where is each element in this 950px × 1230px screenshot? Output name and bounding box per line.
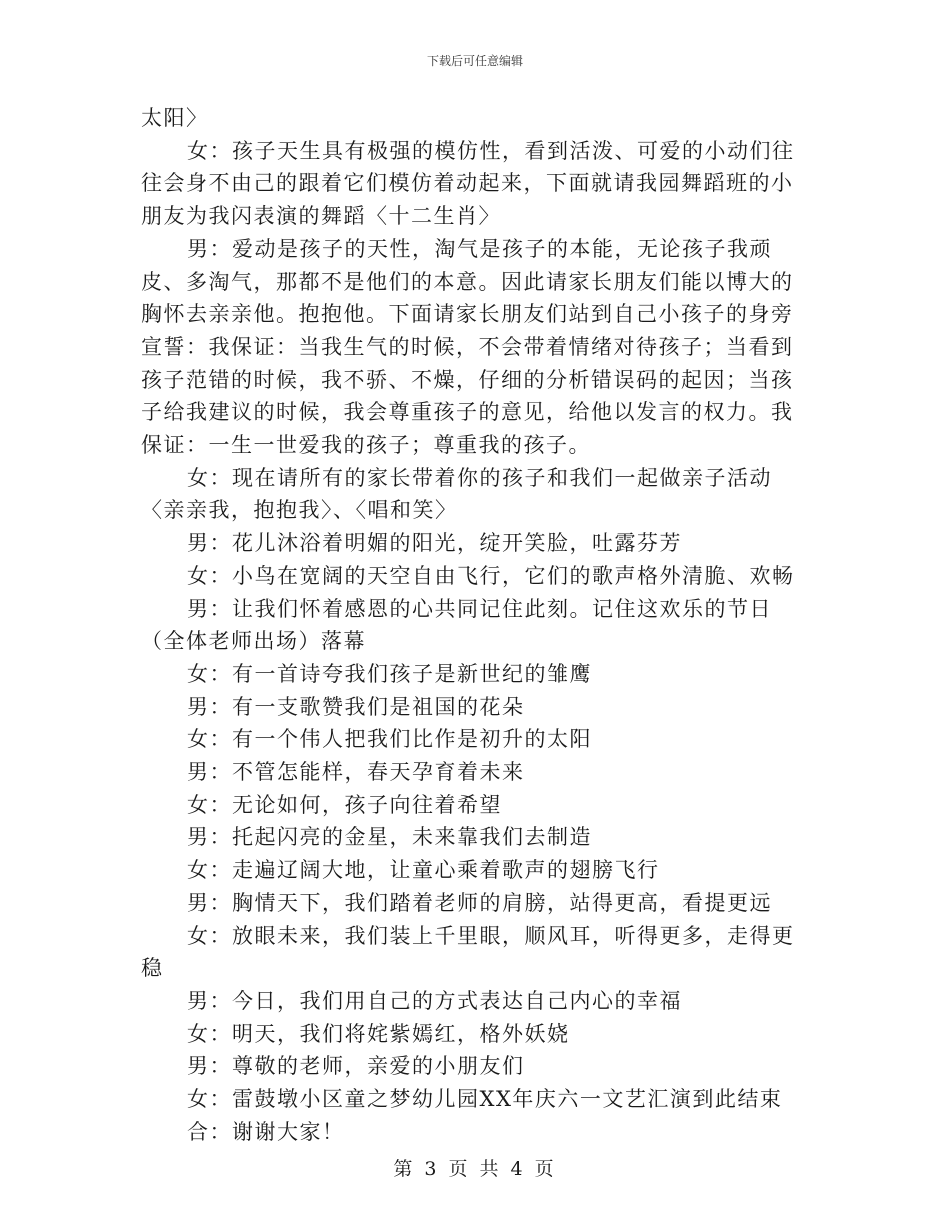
- paragraph: 男：胸情天下，我们踏着老师的肩膀，站得更高，看提更远: [187, 890, 772, 915]
- paragraph: 女：现在请所有的家长带着你的孩子和我们一起做亲子活动〈亲亲我，抱抱我〉、〈唱和笑〉: [141, 465, 772, 523]
- paragraph: 女：孩子天生具有极强的模仿性，看到活泼、可爱的小动们往往会身不由己的跟着它们模仿着动起来，下面就请我园舞蹈班的小朋友为我闪表演的舞蹈〈十二生肖〉: [141, 138, 795, 229]
- page-header: 下载后可任意编辑: [426, 54, 523, 68]
- paragraph: 太阳〉: [141, 106, 209, 130]
- document-body: [141, 102, 809, 1149]
- paragraph: 男：不管怎能样，春天孕育着未来: [187, 760, 525, 785]
- paragraph: 男：花儿沐浴着明媚的阳光，绽开笑脸，吐露芬芳: [187, 531, 682, 556]
- paragraph: 男：让我们怀着感恩的心共同记住此刻。记住这欢乐的节日（全体老师出场）落幕: [141, 596, 772, 654]
- paragraph: 女：明天，我们将姹紫嫣红，格外妖娆: [187, 1021, 570, 1046]
- paragraph: 男：爱动是孩子的天性，淘气是孩子的本能，无论孩子我顽皮、多淘气，那都不是他们的本意。因此请家长朋友们能以博大的胸怀去亲亲他。抱抱他。下面请家长朋友们站到自己小孩子的身旁宣誓：我保证：当我生气的时候，不会带着情绪对待孩子；当看到孩子范错的时候，我不骄、不燥，仔细的分析错误码的起因；当孩子给我建议的时候，我会尊重孩子的意见，给他以发言的权力。我保证：一生一世爱我的孩子；尊重我的孩子。: [141, 236, 794, 458]
- paragraph: 男：有一支歌赞我们是祖国的花朵: [187, 694, 525, 719]
- paragraph: 男：托起闪亮的金星，未来靠我们去制造: [187, 825, 592, 850]
- page-number-footer: 第 3 页 共 4 页: [393, 1158, 557, 1180]
- paragraph: 女：雷鼓墩小区童之梦幼儿园XX年庆六一文艺汇演到此结束: [187, 1087, 783, 1112]
- paragraph: 女：有一首诗夸我们孩子是新世纪的雏鹰: [187, 661, 592, 686]
- paragraph: 女：有一个伟人把我们比作是初升的太阳: [187, 727, 592, 752]
- paragraph: 女：无论如何，孩子向往着希望: [187, 792, 502, 817]
- paragraph: 合：谢谢大家！: [187, 1119, 345, 1144]
- paragraph: 女：小鸟在宽阔的天空自由飞行，它们的歌声格外清脆、欢畅: [187, 563, 795, 588]
- paragraph: 男：今日，我们用自己的方式表达自己内心的幸福: [187, 988, 682, 1013]
- paragraph: 男：尊敬的老师，亲爱的小朋友们: [187, 1054, 525, 1079]
- paragraph: 女：放眼未来，我们装上千里眼，顺风耳，听得更多，走得更稳: [141, 923, 795, 981]
- paragraph: 女：走遍辽阔大地，让童心乘着歌声的翅膀飞行: [187, 858, 660, 883]
